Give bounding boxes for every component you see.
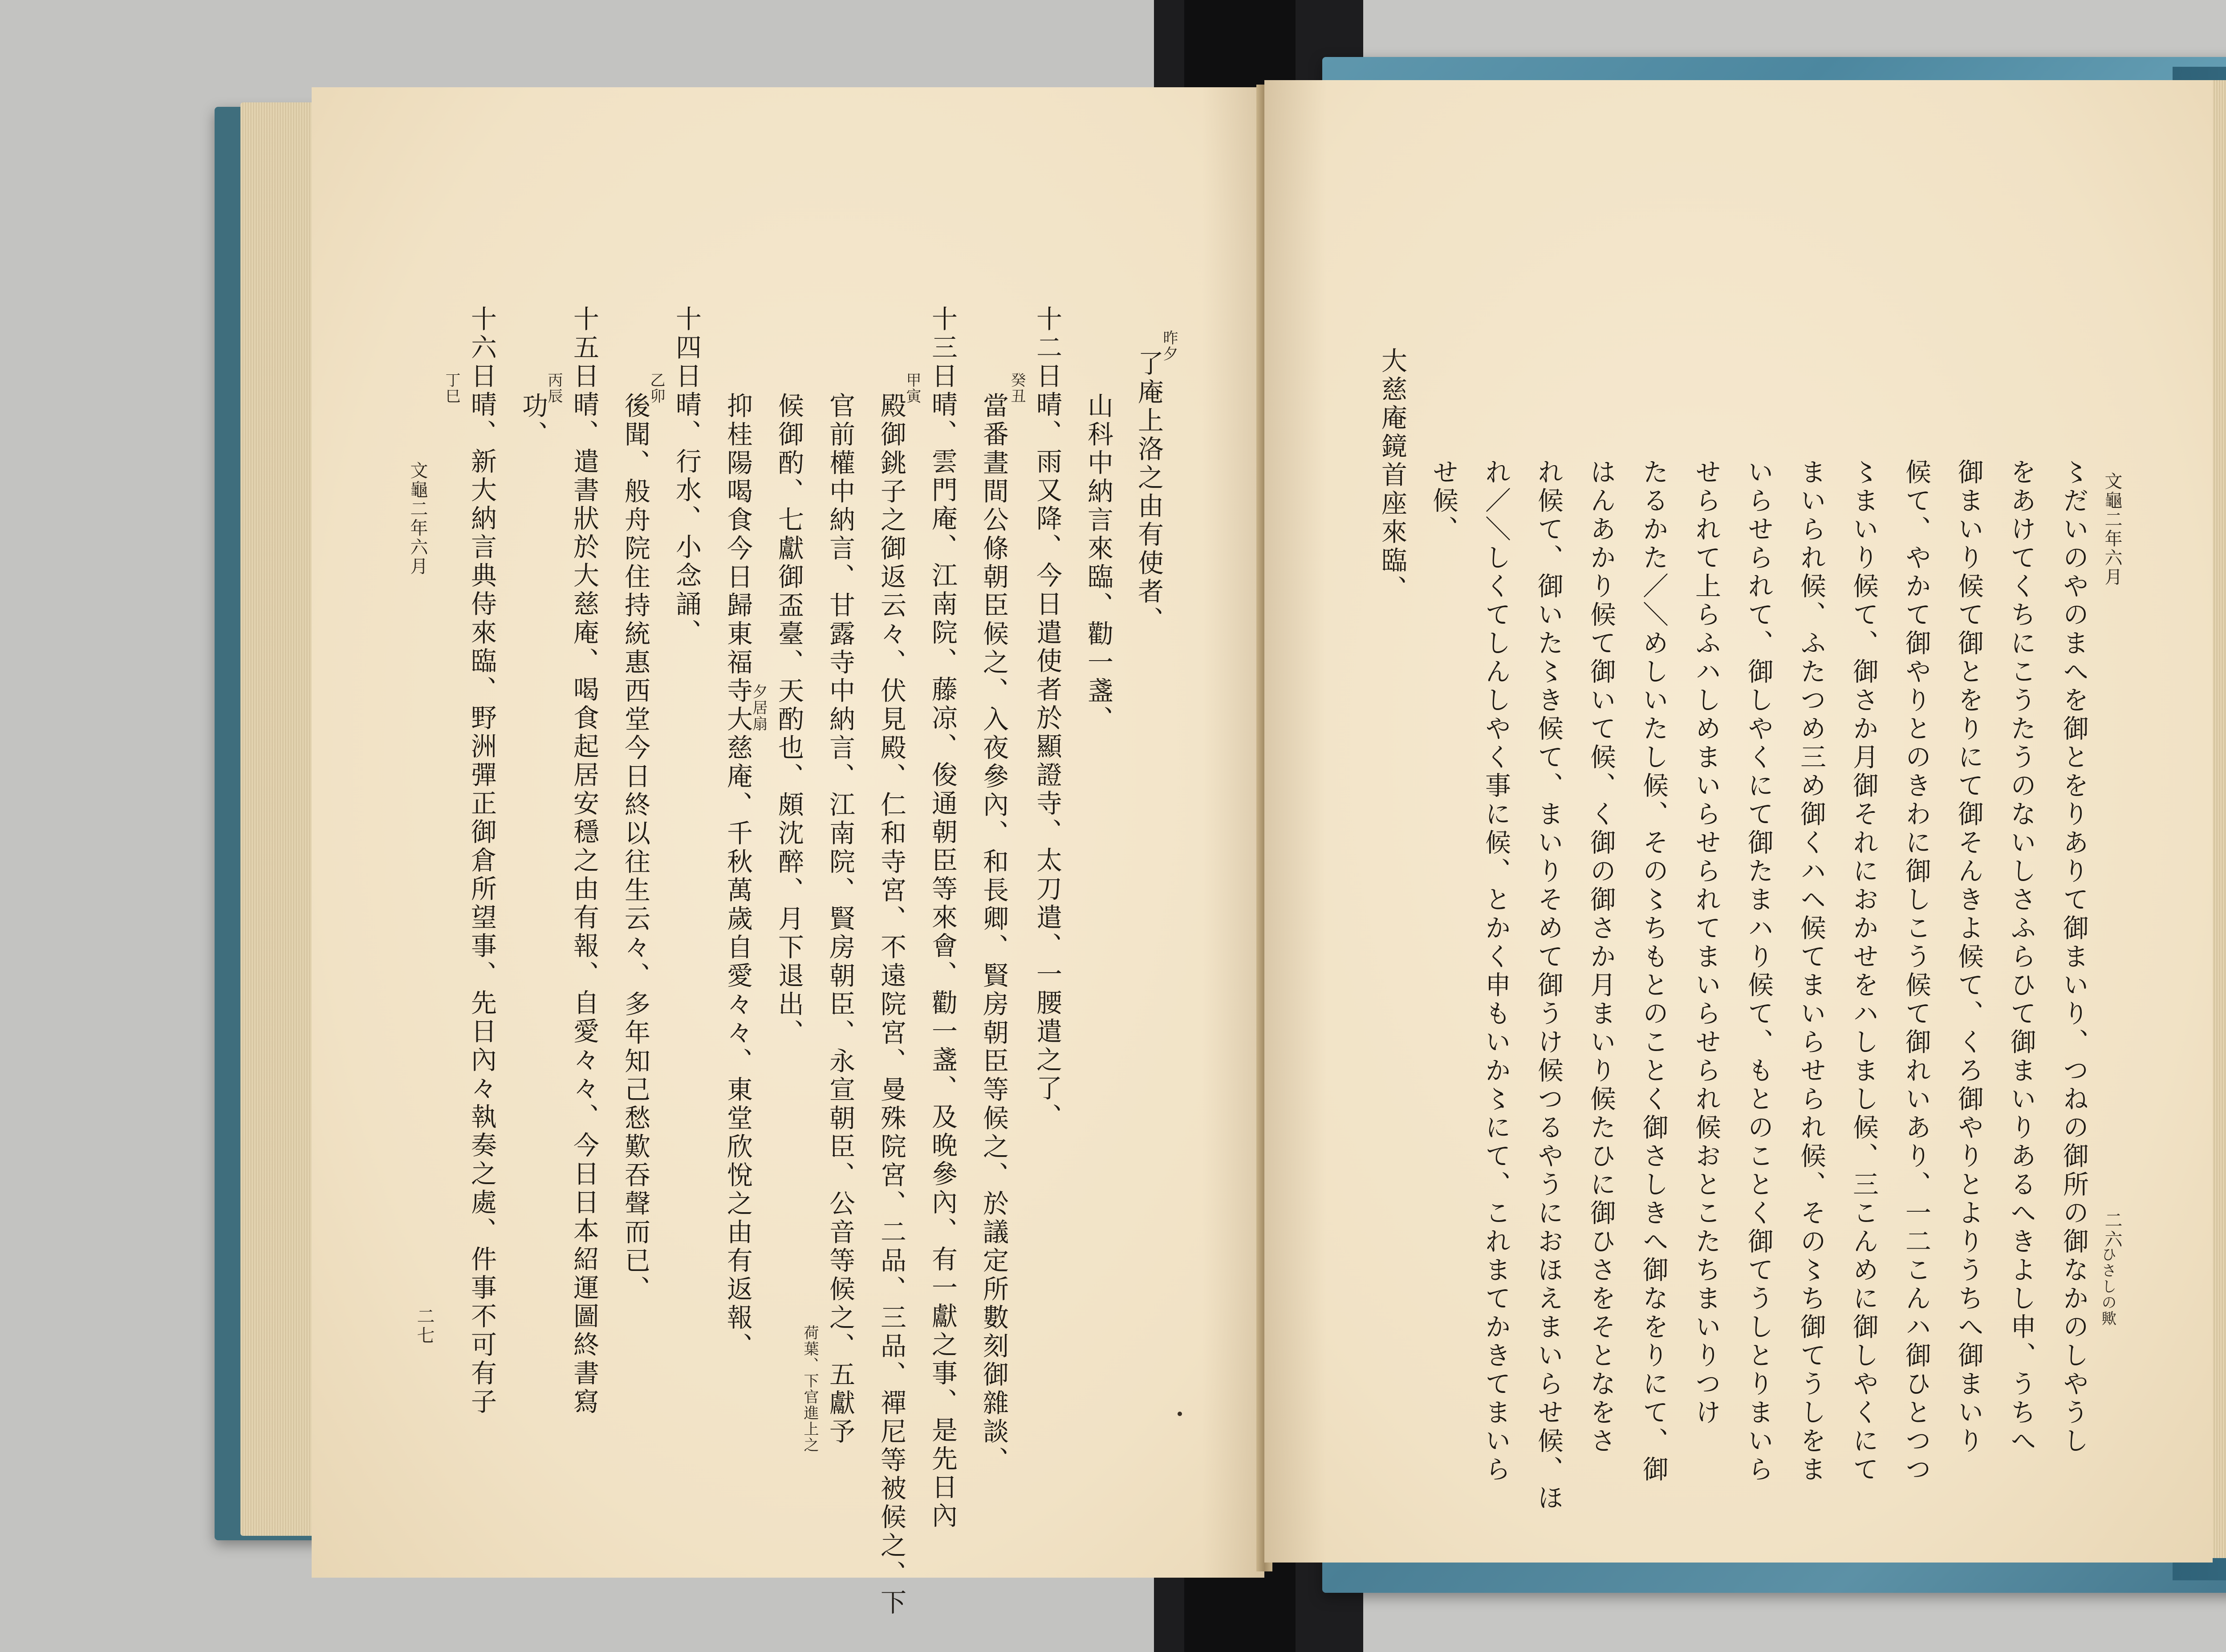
text-column: 功、 bbox=[518, 392, 548, 449]
caption-note: ひさしの歟 bbox=[2099, 1246, 2116, 1327]
date-note: 乙卯 bbox=[647, 372, 665, 404]
text-column: せられて上らふハしめまいらせられてまいらせられ候おとこたちまいりつけ bbox=[1691, 459, 1721, 1427]
text-column: れ／＼しくてしんしやく事に候、とかく申もいか〻にて、これまてかきてまいら bbox=[1481, 459, 1511, 1484]
text-column: 〻だいのやのまへを御とをりありて御まいり、つねの御所の御なかのしやうし bbox=[2059, 459, 2089, 1456]
page-edges-left bbox=[240, 102, 316, 1536]
text-column: 十六日晴、新大納言典侍來臨、野洲彈正御倉所望事、先日內々執奏之處、件事不可有子 bbox=[467, 305, 497, 1417]
text-column: をあけてくちにこうたうのないしさふらひて御まいりあるへきよし申、うちへ bbox=[2006, 459, 2036, 1456]
text-column: 候御酌、七獻御盃臺、天酌也、頗沈醉、月下退出、 bbox=[774, 392, 804, 1047]
text-column: 官前權中納言、甘露寺中納言、江南院、賢房朝臣、永宣朝臣、公音等候之、五獻予 bbox=[825, 392, 855, 1446]
annotation-note: 夕居扇 bbox=[750, 684, 768, 732]
text-column: 抑桂陽喝食今日歸東福寺大慈庵、千秋萬歲自愛々々、東堂欣悅之由有返報、 bbox=[723, 392, 753, 1361]
text-column: 十四日晴、行水、小念誦、 bbox=[671, 305, 702, 647]
date-note: 甲寅 bbox=[903, 372, 921, 404]
date-note: 丁巳 bbox=[443, 372, 460, 404]
text-column: 了庵上洛之由有使者、 bbox=[1133, 350, 1164, 635]
text-column: 大慈庵鏡首座來臨、 bbox=[1377, 347, 1407, 604]
ink-dot bbox=[1178, 1412, 1182, 1416]
right-running-header: 文龜二年六月 bbox=[2102, 472, 2122, 587]
text-column: 候て、やかて御やりとのきわに御しこう候て御れいあり、一二こんハ御ひとつつ bbox=[1901, 459, 1931, 1484]
text-column: 十二日晴、雨又降、今日遣使者於顯證寺、太刀遣、一腰遣之了、 bbox=[1032, 305, 1062, 1132]
text-column: 御まいり候て御とをりにて御そんきよ候て、くろ御やりとよりうちへ御まいり bbox=[1954, 459, 1984, 1456]
text-column: たるかた／＼めしいたし候、その〻ちもとのことく御さしきへ御なをりにて、御 bbox=[1638, 459, 1669, 1484]
annotation-note: 昨夕 bbox=[1160, 330, 1178, 362]
text-column: いらせられて、御しやくにて御たまハり候て、もとのことく御てうしとりまいら bbox=[1743, 459, 1774, 1484]
text-column: 十三日晴、雲門庵、江南院、藤凉、俊通朝臣等來會、勸一盞、及晚參內、有一獻之事、是先日內 bbox=[927, 305, 958, 1530]
text-column: 山科中納言來臨、勸一盞、 bbox=[1083, 392, 1113, 734]
annotation-note: 荷葉、下官進上之 bbox=[801, 1325, 819, 1453]
left-running-header: 文龜二年六月 bbox=[407, 461, 428, 576]
date-note: 癸丑 bbox=[1008, 372, 1026, 404]
text-column: 後聞、般舟院住持統惠西堂今日終以往生云々、多年知己愁歎吞聲而已、 bbox=[620, 392, 650, 1304]
right-page-number: 二六 bbox=[2102, 1211, 2122, 1249]
text-column: せ候、 bbox=[1428, 459, 1458, 544]
text-column: れ候て、御いた〻き候て、まいりそめて御うけ候つるやうにおほえまいらせ候、ほ bbox=[1533, 459, 1564, 1513]
text-column: はんあかり候て御いて候、く御の御さか月まいり候たひに御ひさをそとなをさ bbox=[1586, 459, 1616, 1456]
left-page-number: 二七 bbox=[414, 1307, 435, 1345]
left-page bbox=[312, 87, 1264, 1617]
right-page bbox=[1264, 80, 2213, 1563]
text-column: 當番晝間公條朝臣候之、入夜參內、和長卿、賢房朝臣等候之、於議定所數刻御雜談、 bbox=[979, 392, 1009, 1475]
text-column: 〻まいり候て、御さか月御それにおかせをハしまし候、三こんめに御しやくにて bbox=[1848, 459, 1879, 1484]
date-note: 丙辰 bbox=[545, 372, 563, 404]
text-column: 殿御銚子之御返云々、伏見殿、仁和寺宮、不遠院宮、曼殊院宮、二品、三品、禪尼等被候之、下 bbox=[876, 392, 906, 1617]
text-column: まいられ候、ふたつめ三め御くハヘ候てまいらせられ候、その〻ち御てうしをま bbox=[1796, 459, 1826, 1484]
text-column: 十五日晴、遣書狀於大慈庵、喝食起居安穩之由有報、自愛々々、今日日本紹運圖終書寫 bbox=[569, 305, 599, 1417]
